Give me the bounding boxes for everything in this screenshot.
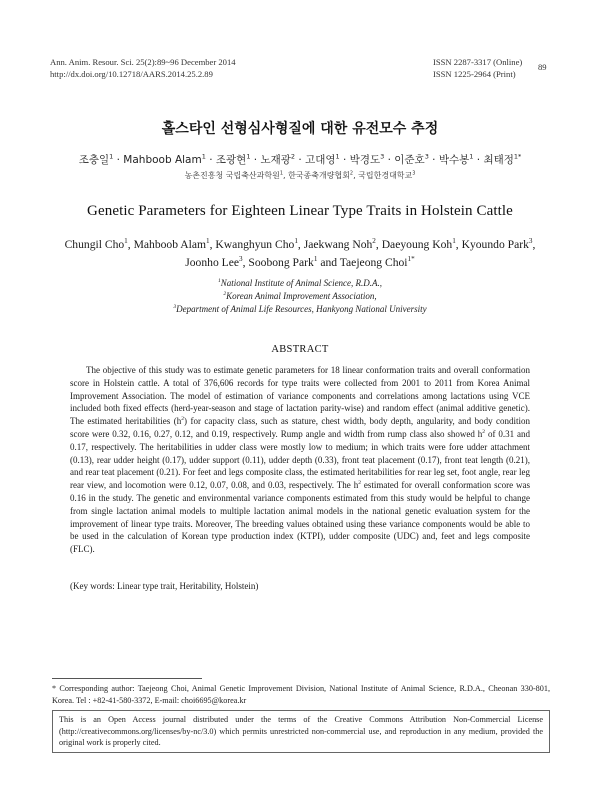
affiliation-1: $^1$National Institute of Animal Science, R.D.A., [217, 278, 383, 288]
footnote-divider [52, 678, 202, 679]
korean-author: 조충일$^1$ [78, 152, 114, 166]
korean-authors: 조충일$^1$ · Mahboob Alam$^1$ · 조광현$^1$ · 노재광$^2$ · 고대영$^1$ · 박경도$^3$ · 이준호$^3$ · 박수봉$^1$ · 최태정$^{1*}$ [78, 152, 522, 166]
affiliation-2: $^2$Korean Animal Improvement Association, [223, 291, 377, 301]
korean-author: 최태정$^{1*}$ [483, 152, 522, 166]
korean-title: 홀스타인 선형심사형질에 대한 유전모수 추정 [161, 121, 439, 137]
english-affiliations [0, 277, 600, 316]
page-number: 89 [538, 62, 547, 72]
english-authors-line-2: Joonho Lee$^3$, Soobong Park$^1$ and Taejeong Choi$^{1*}$ [185, 255, 415, 269]
issn-print: ISSN 1225-2964 (Print) [433, 69, 516, 79]
korean-affiliations: 농촌진흥청 국립축산과학원$^1$, 한국종축개량협회$^2$, 국립한경대학교$^3$ [184, 170, 416, 180]
open-access-notice: This is an Open Access journal distributed under the terms of the Creative Commons Attribution Non-Commercial License (http://creativecommons.org/licenses/by-nc/3.0) which permits unrestricted non-commercial use, and reproduction in any medium, provided the original work is properly cited. [52, 710, 550, 753]
english-title: Genetic Parameters for Eighteen Linear Type Traits in Holstein Cattle [87, 203, 513, 219]
issn-online: ISSN 2287-3317 (Online) [433, 57, 523, 67]
korean-author: 노재광$^2$ [260, 152, 296, 166]
korean-author: 이준호$^3$ [394, 152, 429, 166]
korean-author: 박경도$^3$ [349, 152, 385, 166]
keywords: (Key words: Linear type trait, Heritability, Holstein) [70, 581, 259, 591]
abstract-heading: ABSTRACT [271, 344, 329, 355]
korean-author: 박수봉$^1$ [438, 152, 474, 166]
issn-block [433, 56, 522, 80]
corresponding-author-note: * Corresponding author: Taejeong Choi, Animal Genetic Improvement Division, National Institute of Animal Science, R.D.A., Cheonan 330-801, Korea. Tel : +82-41-580-3372, E-mail: choi6695@korea.kr [52, 684, 550, 705]
affiliation-3: $^3$Department of Animal Life Resources, Hankyong National University [173, 304, 427, 314]
journal-header [50, 56, 236, 80]
journal-citation: Ann. Anim. Resour. Sci. 25(2):89~96 December 2014 [50, 57, 236, 67]
korean-author: Mahboob Alam$^1$ [123, 152, 206, 166]
abstract-body: The objective of this study was to estimate genetic parameters for 18 linear conformation traits and overall conformation score in Holstein cattle. A total of 376,606 records for type traits were collected from 2001 to 2011 from Korea Animal Improvement Association. The model of estimation of variance components and correlations among lactations using VCE included both fixed effects (herd-year-season and stage of lactation parity-wise) and random effect (animal additive genetic). The estimated heritabilities $(h^2)$ for capacity class, such as stature, chest width, body depth, angularity, and body condition score were 0.32, 0.16, 0.27, 0.12, and 0.19, respectively. Rump angle and width from rump class also showed $h^2$ of 0.31 and 0.17, respectively. The heritabilities in udder class were mostly low to medium; in which traits were fore udder attachment (0.13), rear udder height (0.17), udder support (0.11), udder depth (0.33), front teat placement (0.17), front teat length (0.21), and rear teat placement (0.21). For feet and legs composite class, the estimated heritabilities for rear leg set, foot angle, rear leg rear view, and locomotion were 0.12, 0.07, 0.08, and 0.03, respectively. The $h^2$ estimated for overall conformation score was 0.16 in the study. The genetic and environmental variance components estimated from this study would be helpful to change from single lactation animal models to multiple lactation animal models in the national genetic evaluation system for the improvement of linear type traits. Moreover, The breeding values obtained using these variance components would be able to be used in the calculation of Korean type production index (KTPI), udder composite (UDC) and, feet and legs composite (FLC). [70, 365, 530, 555]
english-authors [40, 236, 560, 272]
korean-author: 조광현$^1$ [215, 152, 251, 166]
doi-link[interactable]: http://dx.doi.org/10.12718/AARS.2014.25.2.89 [50, 69, 213, 79]
english-authors-line-1: Chungil Cho$^1$, Mahboob Alam$^1$, Kwanghyun Cho$^1$, Jaekwang Noh$^2$, Daeyoung Koh$^1$, Kyoundo Park$^3$, [64, 237, 536, 251]
korean-author: 고대영$^1$ [305, 152, 340, 166]
